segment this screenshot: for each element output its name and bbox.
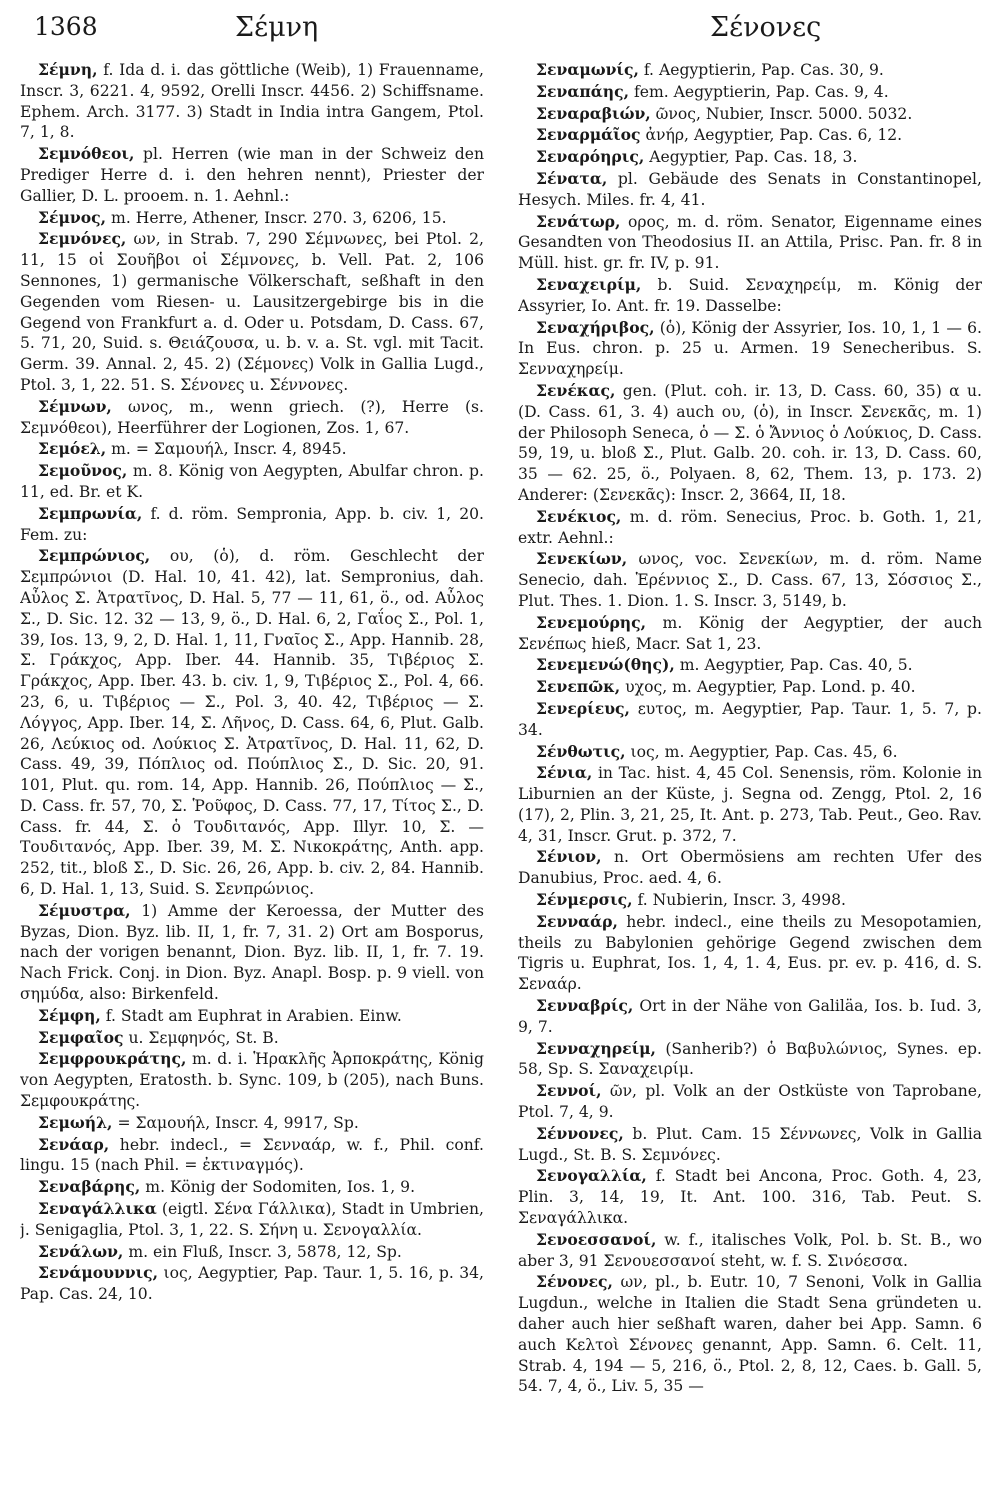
entry-definition: m. Herre, Athener, Inscr. 270. 3, 6206, 15. [111,208,447,227]
entry-definition: (ὁ), König der Assyrier, Ios. 10, 1, 1 — 6. In Eus. chron. p. 25 u. Armen. 19 Senecheribus. S. Σενναχηρείμ. [518,318,982,379]
entry-headword: Σενάλων, [38,1241,124,1261]
entry-definition: u. Σεμφηνός, St. B. [128,1028,279,1047]
dictionary-entry [518,82,982,103]
entry-headword: Σέμνων, [38,396,112,416]
dictionary-entry [518,763,982,846]
entry-headword: Σενάμουννις, [38,1263,159,1283]
dictionary-entry [518,699,982,741]
dictionary-entry [20,60,484,143]
entry-definition: (Sanherib?) ὁ Βαβυλώνιος, Synes. ep. 58, Sp. S. Σαναχειρίμ. [518,1039,982,1079]
entry-headword: Σεμφρουκράτης, [38,1049,187,1069]
page-number: 1368 [34,12,98,41]
page-header [20,10,980,46]
dictionary-entry [518,1166,982,1228]
entry-definition: f. Stadt am Euphrat in Arabien. Einw. [105,1006,402,1025]
dictionary-entry [518,1230,982,1272]
entry-definition: m. Aegyptier, Pap. Cas. 40, 5. [679,656,913,675]
entry-definition: m. 8. König von Aegypten, Abulfar chron. p. 11, ed. Br. et K. [20,462,484,501]
entry-headword: Σένονες, [536,1272,613,1292]
dictionary-entry [20,208,484,229]
dictionary-entry [518,60,982,81]
entry-definition: ων, in Strab. 7, 290 Σέμνωνες, bei Ptol. 2, 11, 15 οἱ Σουῆβοι οἱ Σέμνονες, b. Vell. Pat. 2, 106 Sennones, 1) germanische Völkerschaft, seßhaft in den Gegenden vom Riesen- u. Lausitzergebirge bis in die Gegend von Frankfurt a. d. Oder u. Potsdam, D. Cass. 67, 5. 71, 20, Suid. s. Θειάζουσα, u. b. v. a. St. vgl. mit Tacit. Germ. 39. Annal. 2, 45. 2) (Σέμονες) Volk in Gallia Lugd., Ptol. 3, 1, 22. 51. S. Σένονες u. Σέννονες. [20,230,484,394]
dictionary-entry [518,147,982,168]
dictionary-entry [518,677,982,698]
entry-headword: Σεμνόθεοι, [38,144,135,164]
dictionary-entry [518,742,982,763]
entry-definition: n. Ort Obermösiens am rechten Ufer des Danubius, Proc. aed. 4, 6. [518,848,982,888]
dictionary-entry [20,439,484,460]
dictionary-entry [20,144,484,206]
dictionary-entry [518,1081,982,1123]
entry-headword: Σεναπάης, [536,81,629,101]
dictionary-entry [20,901,484,1005]
entry-headword: Σένατα, [536,168,608,188]
entry-definition: ἀνήρ, Aegyptier, Pap. Cas. 6, 12. [645,126,903,145]
entry-headword: Σεμωήλ, [38,1112,113,1132]
dictionary-entry [518,381,982,506]
entry-headword: Σεναβάρης, [38,1177,141,1197]
dictionary-entry [20,1113,484,1134]
entry-headword: Σεννοί, [536,1081,602,1101]
dictionary-entry [518,1272,982,1397]
dictionary-entry [518,318,982,380]
dictionary-entry [20,229,484,395]
entry-headword: Σεμπρωνία, [38,503,143,523]
entry-definition: m. d. röm. Senecius, Proc. b. Goth. 1, 21, extr. Aehnl.: [518,507,982,547]
entry-headword: Σεμφαῖος [38,1027,124,1047]
entry-definition: pl. Gebäude des Senats in Constantinopel, Hesych. Miles. fr. 4, 41. [518,169,982,209]
dictionary-entry [518,169,982,211]
left-column [20,60,484,1480]
dictionary-entry [20,1263,484,1305]
entry-headword: Σενάτωρ, [536,211,621,231]
entry-definition: f. Aegyptierin, Pap. Cas. 30, 9. [643,61,884,79]
entry-definition: Ort in der Nähe von Galiläa, Ios. b. Iud. 3, 9, 7. [518,997,982,1036]
dictionary-entry [518,1039,982,1081]
entry-definition: ωνος, voc. Σενεκίων, m. d. röm. Name Senecio, dah. Ἑρέννιος Σ., D. Cass. 67, 13, Σόσσιος Σ., Plut. Thes. 1. Dion. 1. S. Inscr. 3, 5149, b. [518,550,982,610]
entry-headword: Σενέκιος, [536,506,622,526]
entry-definition: m. ein Fluß, Inscr. 3, 5878, 12, Sp. [128,1242,402,1261]
entry-headword: Σενναάρ, [536,911,618,931]
dictionary-entry [518,655,982,676]
entry-headword: Σενεκίων, [536,549,628,569]
dictionary-entry [20,461,484,503]
entry-headword: Σενναχηρείμ, [536,1038,656,1058]
dictionary-entry [518,890,982,911]
entry-definition: ευτος, m. Aegyptier, Pap. Taur. 1, 5. 7, p. 34. [518,699,982,739]
dictionary-entry [20,397,484,439]
entry-headword: Σενεμενώ(θης), [536,655,675,675]
entry-headword: Σεναραβιών, [536,103,651,123]
dictionary-entry [20,1028,484,1049]
dictionary-entry [518,125,982,146]
entry-definition: f. d. röm. Sempronia, App. b. civ. 1, 20. Fem. zu: [20,504,484,544]
entry-definition: m. König der Aegyptier, der auch Σενέπως hieß, Macr. Sat 1, 23. [518,613,982,653]
entry-definition: f. Stadt bei Ancona, Proc. Goth. 4, 23, Plin. 3, 14, 19, It. Ant. 100. 316, Tab. Peut. S. Σεναγάλλικα. [518,1167,982,1228]
dictionary-entry [518,912,982,995]
entry-headword: Σέμφη, [38,1005,101,1025]
entry-definition: ῶνος, Nubier, Inscr. 5000. 5032. [655,104,913,123]
entry-definition: b. Plut. Cam. 15 Σέννωνες, Volk in Gallia Lugd., St. B. S. Σεμνόνες. [518,1124,982,1164]
entry-definition: b. Suid. Σεναχηρείμ, m. König der Assyrier, Io. Ant. fr. 19. Dasselbe: [518,275,982,315]
entry-definition: = Σαμουήλ, Inscr. 4, 9917, Sp. [117,1113,359,1132]
dictionary-entry [20,1242,484,1263]
entry-headword: Σεναχήριβος, [536,317,655,337]
dictionary-entry [20,1177,484,1198]
entry-definition: w. f., italisches Volk, Pol. b. St. B., wo aber 3, 91 Σενουεσσανοί steht, w. f. S. Σινόεσσα. [518,1230,982,1270]
entry-headword: Σενογαλλία, [536,1166,647,1186]
entry-headword: Σέμνος, [38,207,107,227]
entry-definition: ων, pl., b. Eutr. 10, 7 Senoni, Volk in Gallia Lugdun., welche in Italien die Stadt Sena gründeten u. daher auch hier seßhaft waren, daher bei App. Samn. 6 auch Κελτοὶ Σένονες genannt, App. Samn. 6. Celt. 11, Strab. 4, 194 — 5, 216, ö., Ptol. 2, 8, 12, Caes. b. Gall. 5, 54. 7, 4, ö., Liv. 5, 35 — [518,1273,982,1396]
entry-definition: pl. Herren (wie man in der Schweiz den Prediger Herre d. i. den hehren nennt), Priester der Gallier, D. L. prooem. n. 1. Aehnl.: [20,145,484,205]
entry-headword: Σεναρόηρις, [536,147,645,167]
dictionary-entry [20,546,484,900]
entry-definition: Aegyptier, Pap. Cas. 18, 3. [649,148,858,167]
entry-definition: gen. (Plut. coh. ir. 13, D. Cass. 60, 35) α u. (D. Cass. 61, 3. 4) auch ου, (ὁ), in Inscr. Σενεκᾶς, m. 1) der Philosoph Seneca, ὁ — Σ. ὁ Ἄννιος ὁ Λούκιος, D. Cass. 59, 19, u. bloß Σ., Plut. Galb. 20. coh. ir. 13, D. Cass. 60, 35 — 62. 25, ö., Polyaen. 8, 62, Them. 13, p. 173. 2) Anderer: (Σενεκᾶς): Inscr. 2, 3664, II, 18. [518,381,982,504]
entry-headword: Σενάαρ, [38,1134,110,1154]
entry-headword: Σεμόελ, [38,439,107,459]
entry-headword: Σεναγάλλικα [38,1199,157,1219]
entry-headword: Σενεπῶκ, [536,677,621,697]
entry-definition: ορος, m. d. röm. Senator, Eigenname eines Gesandten von Theodosius II. an Attila, Prisc. Pan. fr. 8 in Müll. hist. gr. fr. IV, p. 91. [518,212,982,273]
entry-headword: Σενερίευς, [536,698,630,718]
entry-headword: Σέννονες, [536,1123,624,1143]
entry-definition: fem. Aegyptierin, Pap. Cas. 9, 4. [633,82,889,101]
entry-headword: Σεναχειρίμ, [536,274,642,294]
entry-headword: Σένιον, [536,847,602,867]
entry-headword: Σενεμούρης, [536,612,647,632]
entry-headword: Σεναμωνίς, [536,60,639,79]
dictionary-entry [518,613,982,655]
entry-definition: ιος, Aegyptier, Pap. Taur. 1, 5. 16, p. 34, Pap. Cas. 24, 10. [20,1264,484,1304]
entry-definition: m. d. i. Ἡρακλῆς Ἀρποκράτης, König von Aegypten, Eratosth. b. Sync. 109, b (205), nach Buns. Σεμφουκράτης. [20,1050,484,1111]
entry-definition: ῶν, pl. Volk an der Ostküste von Taprobane, Ptol. 7, 4, 9. [518,1082,982,1122]
entry-definition: (eigtl. Σένα Γάλλικα), Stadt in Umbrien, j. Senigaglia, Ptol. 3, 1, 22. S. Σήνη u. Σενογαλλία. [20,1200,484,1239]
entry-definition: f. Ida d. i. das göttliche (Weib), 1) Frauenname, Inscr. 3, 6221. 4, 9592, Orelli Inscr. 4456. 2) Schiffsname. Ephem. Arch. 3177. 3) Stadt in India intra Gangem, Ptol. 7, 1, 8. [20,61,484,142]
left-running-headword: Σέμνη [235,12,319,43]
dictionary-entry [518,212,982,274]
dictionary-entry [518,1124,982,1166]
right-running-headword: Σένονες [710,12,822,43]
entry-definition: f. Nubierin, Inscr. 3, 4998. [637,891,847,910]
entry-definition: ιος, m. Aegyptier, Pap. Cas. 45, 6. [630,742,898,761]
dictionary-entry [518,847,982,889]
entry-headword: Σένθωτις, [536,741,626,761]
dictionary-entry [20,1049,484,1111]
entry-headword: Σεμοῦνος, [38,461,128,481]
dictionary-entry [518,104,982,125]
dictionary-entry [518,275,982,317]
entry-definition: in Tac. hist. 4, 45 Col. Senensis, röm. Kolonie in Liburnien an der Küste, j. Segna od. Zengg, Ptol. 2, 16 (17), 2, Plin. 3, 21, 25, It. Ant. p. 273, Tab. Peut., Geo. Rav. 4, 31, Inscr. Grut. p. 372, 7. [518,764,982,845]
dictionary-entry [20,1135,484,1177]
entry-headword: Σέμυστρα, [38,900,131,920]
dictionary-entry [20,504,484,546]
entry-definition: hebr. indecl., = Σενναάρ, w. f., Phil. conf. lingu. 15 (nach Phil. = ἐκτιναγμός). [20,1135,484,1175]
entry-definition: ου, (ὁ), d. röm. Geschlecht der Σεμπρώνιοι (D. Hal. 10, 41. 42), lat. Sempronius, dah. Αὖλος Σ. Ἀτρατῖνος, D. Hal. 5, 77 — 11, 61, ö., od. Αὖλος Σ., D. Sic. 12. 32 — 13, 9, ö., D. Hal. 6, 2, Γαΐος Σ., Pol. 1, 39, Ios. 13, 9, 2, D. Hal. 1, 11, Γναῖος Σ., App. Hannib. 28, Σ. Γράκχος, App. Iber. 44. Hannib. 35, Τιβέριος Σ. Γράκχος, App. Iber. 43. b. civ. 1, 9, Τιβέριος Σ., Pol. 4, 66. 23, 6, u. Τιβέριος — Σ., Pol. 3, 40. 42, Τιβέριος — Σ. Λόγγος, App. Iber. 14, Σ. Λῆνος, D. Cass. 64, 6, Plut. Galb. 26, Λεύκιος od. Λούκιος Σ. Ἀτρατῖνος, D. Hal. 11, 62, D. Cass. 49, 39, Πόπλιος od. Πούπλιος Σ., D. Sic. 20, 91. 101, Plut. qu. rom. 14, App. Hannib. 26, Πούπλιος — Σ., D. Cass. fr. 57, 70, Σ. Ῥοῦφος, D. Cass. 77, 17, Τίτος Σ., D. Cass. fr. 44, Σ. ὁ Τουδιτανός, App. Illyr. 10, Σ. — Τουδιτανός, App. Iber. 39, Μ. Σ. Νικοκράτης, Anth. app. 252, tit., bloß Σ., D. Sic. 26, 26, App. b. civ. 2, 84. Hannib. 6, D. Hal. 1, 13, Suid. S. Σενπρώνιος. [20,547,484,899]
entry-headword: Σέμνη, [38,60,98,79]
entry-definition: υχος, m. Aegyptier, Pap. Lond. p. 40. [625,678,916,697]
entry-definition: m. = Σαμουήλ, Inscr. 4, 8945. [111,440,347,459]
entry-headword: Σενοεσσανοί, [536,1229,657,1249]
dictionary-entry [20,1199,484,1241]
right-column [518,60,982,1480]
dictionary-entry [20,1006,484,1027]
entry-definition: ωνος, m., wenn griech. (?), Herre (s. Σεμνόθεοι), Heerführer der Logionen, Zos. 1, 67. [20,397,484,437]
dictionary-entry [518,549,982,611]
entry-headword: Σεμπρώνιος, [38,546,151,566]
dictionary-entry [518,507,982,549]
entry-headword: Σένμερσις, [536,890,633,910]
dictionary-entry [518,996,982,1038]
entry-headword: Σεναρμάῖος [536,125,641,145]
entry-headword: Σένια, [536,763,593,783]
entry-definition: m. König der Sodomiten, Ios. 1, 9. [145,1178,416,1197]
entry-definition: 1) Amme der Keroessa, der Mutter des Byzas, Dion. Byz. lib. II, 1, fr. 7, 31. 2) Ort am Bosporus, nach der vorigen benannt, Dion. Byz. lib. II, 1, fr. 7. 19. Nach Frick. Conj. in Dion. Byz. Anapl. Bosp. p. 9 viell. von σημύδα, also: Birkenfeld. [20,901,484,1004]
entry-headword: Σενέκας, [536,380,616,400]
entry-headword: Σεμνόνες, [38,229,127,249]
entry-headword: Σενναβρίς, [536,996,634,1016]
entry-definition: hebr. indecl., eine theils zu Mesopotamien, theils zu Babylonien gehörige Gegend zwischen dem Tigris u. Euphrat, Ios. 1, 4, 1. 4, Eus. pr. ev. p. 416, d. S. Σεναάρ. [518,912,982,994]
